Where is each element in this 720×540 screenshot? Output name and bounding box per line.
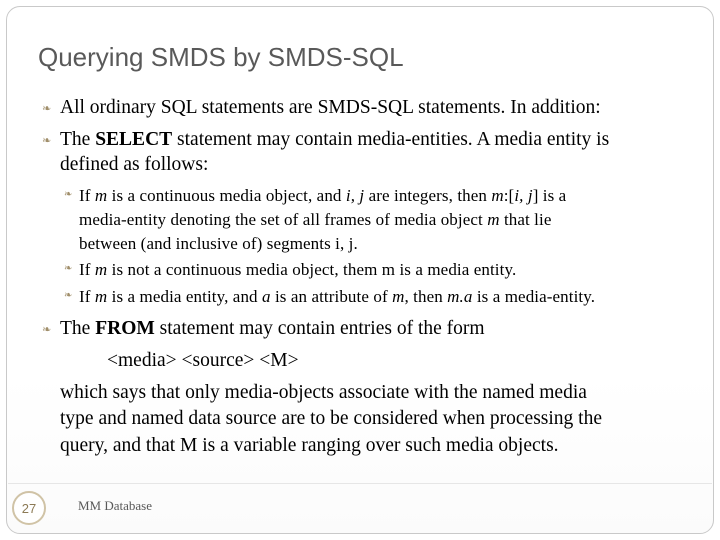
slide-title: Querying SMDS by SMDS-SQL — [38, 42, 404, 72]
sub-bullet-continuous-cont1: media-entity denoting the set of all frames of media object m that lie — [79, 210, 552, 229]
sub-bullet-icon: ❧ — [64, 290, 73, 301]
footer-text: MM Database — [78, 498, 153, 513]
bullet-from-statement: The FROM statement may contain entries of the form — [60, 318, 485, 339]
sub-bullet-continuous: If m is a continuous media object, and i, j are integers, then m:[i, j] is a — [79, 186, 567, 205]
bullet-icon: ❧ — [42, 102, 52, 115]
sub-bullet-not-continuous: If m is not a continuous media object, them m is a media entity. — [79, 260, 517, 279]
from-explanation-3: query, and that M is a variable ranging over such media objects. — [60, 435, 559, 456]
bullet-select-statement-cont: defined as follows: — [60, 154, 209, 175]
from-explanation-1: which says that only media-objects associate with the named media — [60, 382, 587, 403]
page-number-badge: 27 — [12, 491, 46, 525]
from-entry-form: <media> <source> <M> — [107, 350, 299, 371]
keyword-select: SELECT — [95, 129, 173, 150]
sub-bullet-icon: ❧ — [64, 263, 73, 274]
sub-bullet-continuous-cont2: between (and inclusive of) segments i, j. — [79, 234, 358, 253]
footer-divider — [8, 483, 712, 484]
bullet-icon: ❧ — [42, 323, 52, 336]
bullet-ordinary-sql: All ordinary SQL statements are SMDS-SQL statements. In addition: — [60, 97, 601, 118]
from-explanation-2: type and named data source are to be considered when processing the — [60, 408, 603, 429]
sub-bullet-icon: ❧ — [64, 189, 73, 200]
bullet-select-statement: The SELECT statement may contain media-entities. A media entity is — [60, 129, 610, 150]
bullet-icon: ❧ — [42, 134, 52, 147]
keyword-from: FROM — [95, 318, 155, 339]
sub-bullet-attribute: If m is a media entity, and a is an attribute of m, then m.a is a media-entity. — [79, 287, 596, 306]
